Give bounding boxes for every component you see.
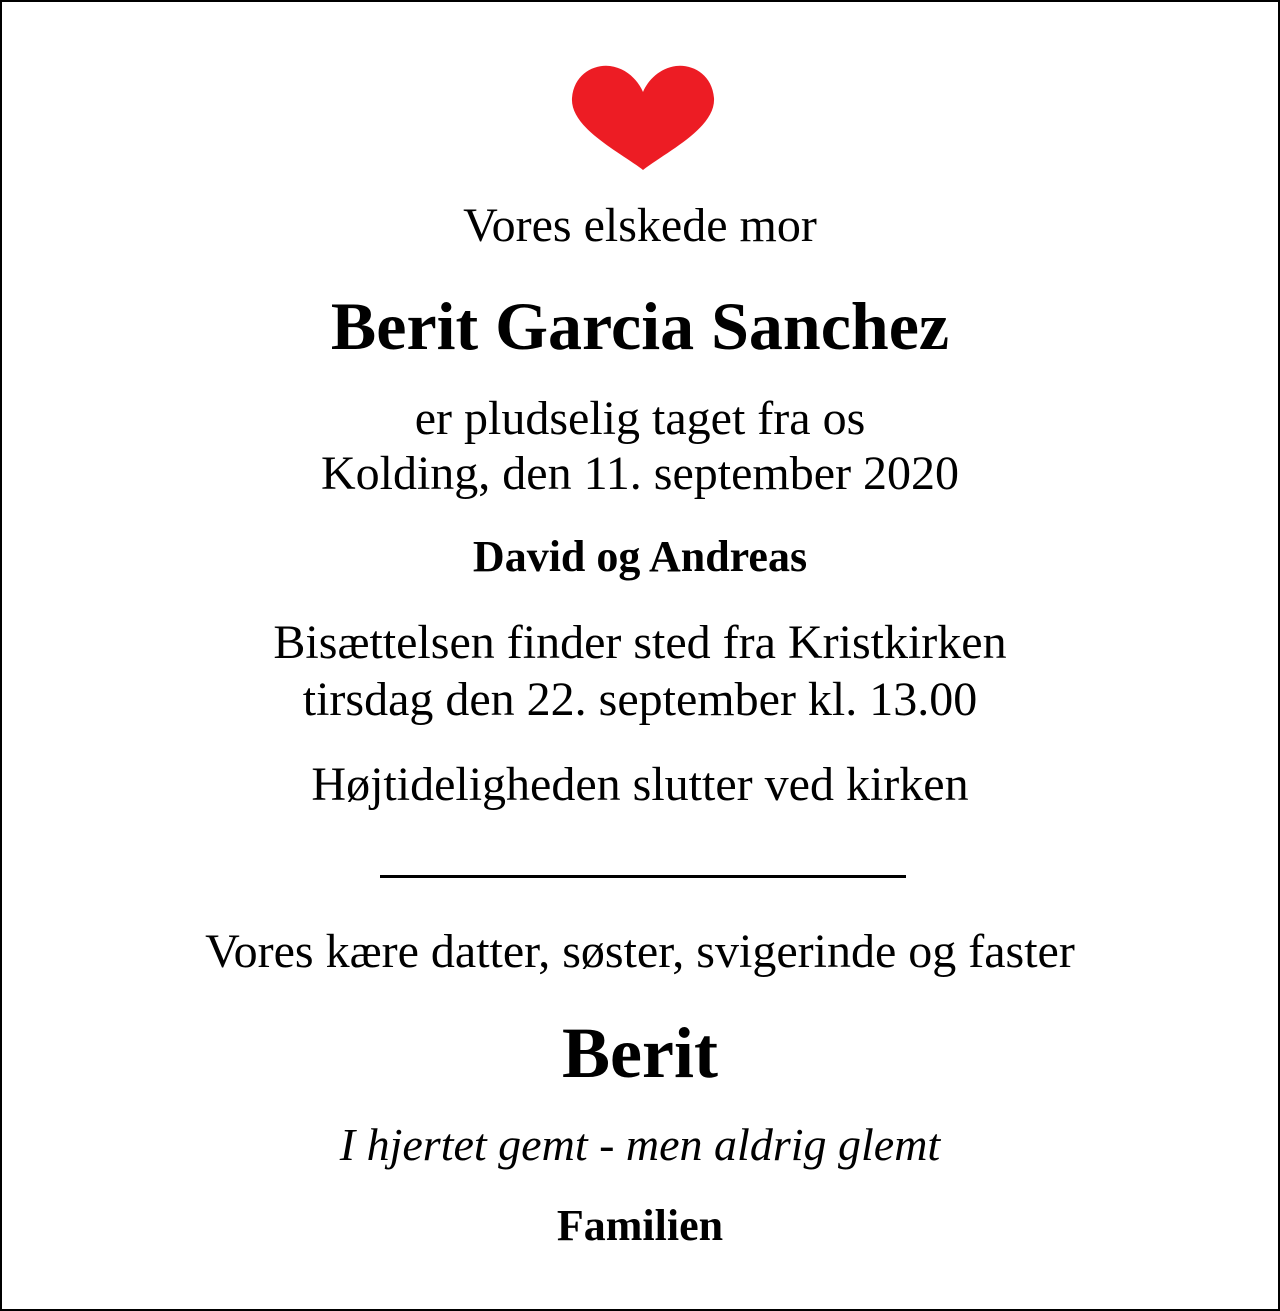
heart-shape — [572, 66, 714, 170]
signed-by-children: David og Andreas — [472, 532, 808, 581]
divider-line — [380, 875, 906, 878]
signed-by-family: Familien — [556, 1201, 724, 1250]
heart-icon — [570, 64, 716, 172]
ceremony-note: Højtideligheden slutter ved kirken — [311, 758, 969, 811]
second-intro-text: Vores kære datter, søster, svigerinde og faster — [205, 925, 1075, 978]
service-time-line: tirsdag den 22. september kl. 13.00 — [302, 673, 978, 726]
place-date-line: Kolding, den 11. september 2020 — [320, 447, 960, 500]
deceased-first-name: Berit — [562, 1013, 718, 1093]
intro-text: Vores elskede mor — [463, 199, 817, 252]
message-line-1: er pludselig taget fra os — [414, 392, 866, 445]
memorial-quote: I hjertet gemt - men aldrig glemt — [339, 1119, 941, 1170]
service-location-line: Bisættelsen finder sted fra Kristkirken — [273, 616, 1007, 669]
deceased-full-name: Berit Garcia Sanchez — [330, 288, 950, 364]
